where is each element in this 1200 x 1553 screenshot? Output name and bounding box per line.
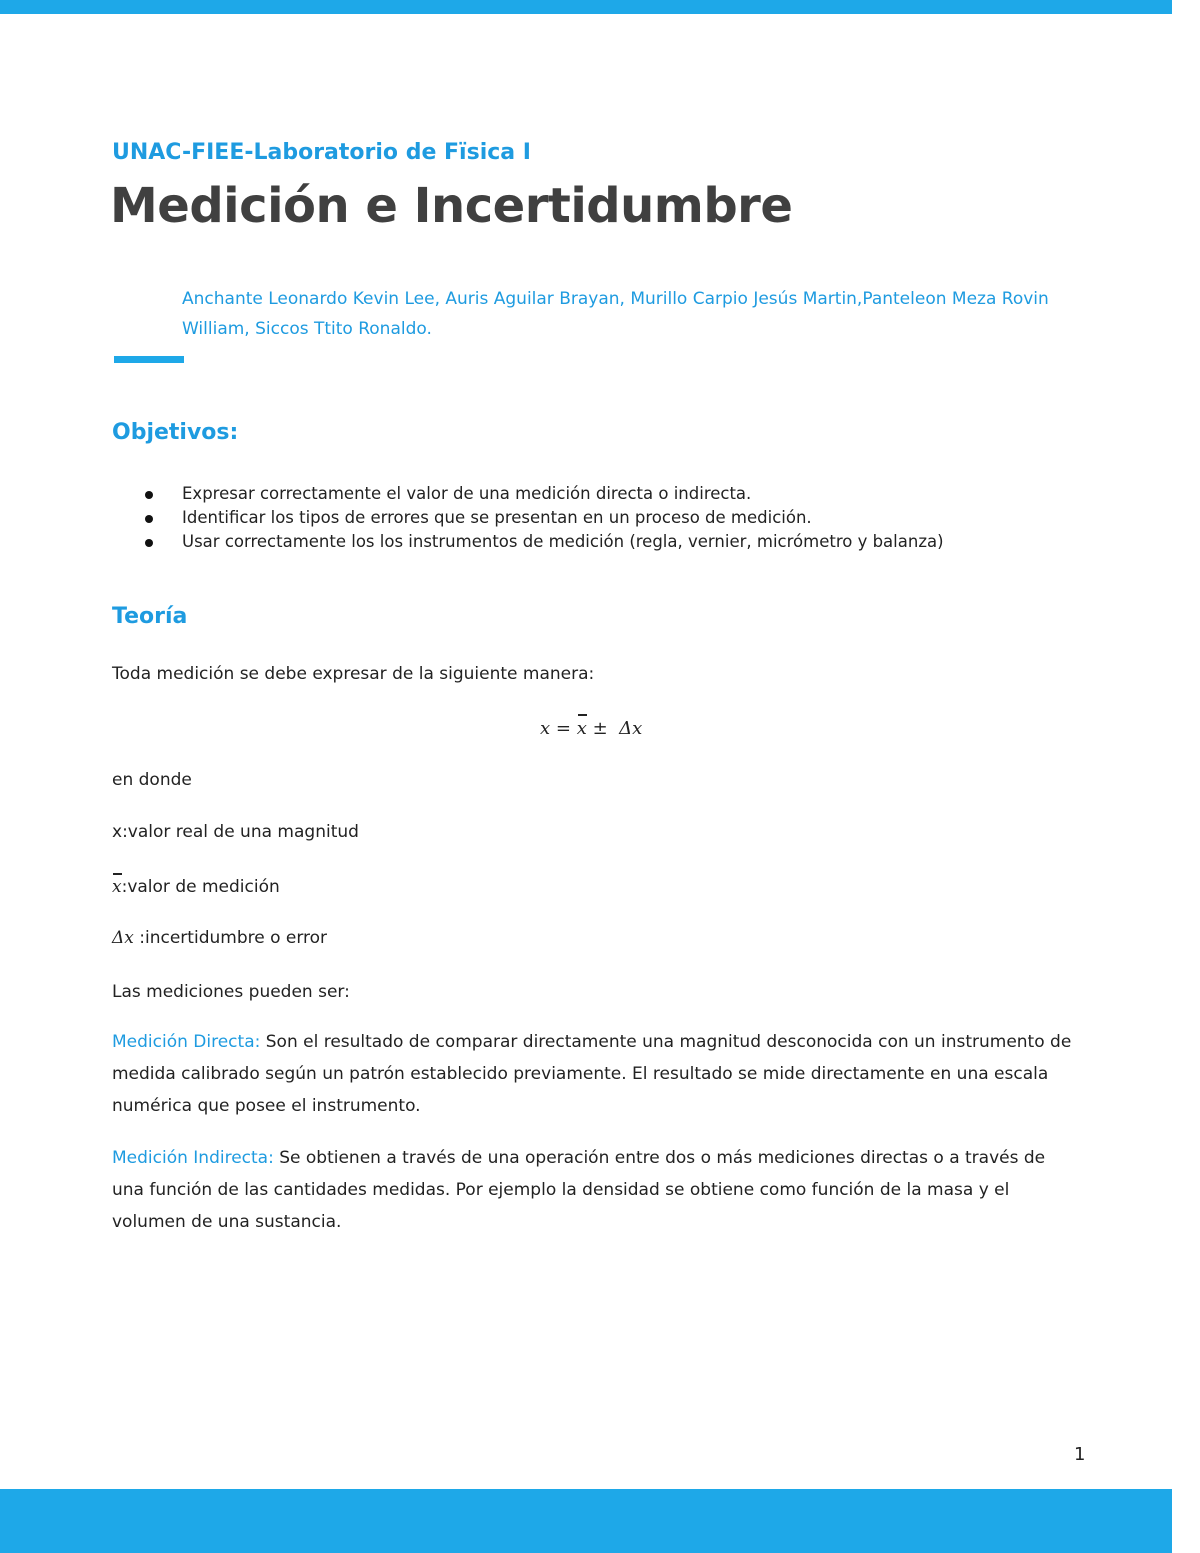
measurement-formula <box>540 718 642 739</box>
types-intro: Las mediciones pueden ser: <box>112 982 350 1002</box>
bullet-icon <box>145 539 153 547</box>
formula-delta: Δx <box>619 718 643 739</box>
objectives-list <box>112 482 944 554</box>
list-item: Identificar los tipos de errores que se presentan en un proceso de medición. <box>112 506 944 530</box>
indirect-measurement-term: Medición Indirecta: <box>112 1148 274 1168</box>
document-subtitle: UNAC-FIEE-Laboratorio de Fïsica I <box>112 140 531 165</box>
title-accent-line <box>114 356 184 363</box>
formula-plus-minus: ± <box>592 718 608 739</box>
bullet-icon <box>145 515 153 523</box>
definition-delta-symbol: Δx <box>112 928 134 948</box>
objectives-heading: Objetivos: <box>112 420 239 445</box>
theory-intro: Toda medición se debe expresar de la siguiente manera: <box>112 664 595 684</box>
bullet-icon <box>145 491 153 499</box>
list-item: Usar correctamente los los instrumentos de medición (regla, vernier, micrómetro y balanza) <box>112 530 944 554</box>
definition-mean-symbol: x <box>112 877 122 897</box>
where-label: en donde <box>112 770 192 790</box>
authors-list: Anchante Leonardo Kevin Lee, Auris Aguilar Brayan, Murillo Carpio Jesús Martin,Panteleon Meza Rovin William, Siccos Ttito Ronaldo. <box>182 289 1049 339</box>
definition-x-text: :valor real de una magnitud <box>122 822 359 842</box>
definition-x <box>112 822 359 842</box>
definition-x-symbol: x <box>112 822 123 842</box>
definition-mean-text: :valor de medición <box>121 877 280 897</box>
formula-equals: = <box>555 718 571 739</box>
document-title: Medición e Incertidumbre <box>110 178 793 234</box>
indirect-measurement-text: Se obtienen a través de una operación entre dos o más mediciones directas o a través de una función de las cantidades medidas. Por ejemplo la densidad se obtiene como función de la masa y el volumen de una sustancia. <box>112 1148 1046 1232</box>
direct-measurement-text: Son el resultado de comparar directamente una magnitud desconocida con un instrumento de medida calibrado según un patrón establecido previamente. El resultado se mide directamente en una escala numérica que posee el instrumento. <box>112 1032 1072 1116</box>
formula-mean: x <box>576 718 587 739</box>
list-item: Expresar correctamente el valor de una medición directa o indirecta. <box>112 482 944 506</box>
definition-delta-text: :incertidumbre o error <box>133 928 328 948</box>
bottom-accent-bar <box>0 1489 1172 1553</box>
top-accent-bar <box>0 0 1172 14</box>
page-number: 1 <box>1074 1444 1086 1465</box>
formula-lhs: x <box>540 718 551 739</box>
definition-delta <box>112 928 327 948</box>
direct-measurement-term: Medición Directa: <box>112 1032 261 1052</box>
definition-mean <box>112 877 280 897</box>
indirect-measurement-paragraph <box>112 1142 1082 1238</box>
direct-measurement-paragraph <box>112 1026 1082 1122</box>
theory-heading: Teoría <box>112 604 188 629</box>
